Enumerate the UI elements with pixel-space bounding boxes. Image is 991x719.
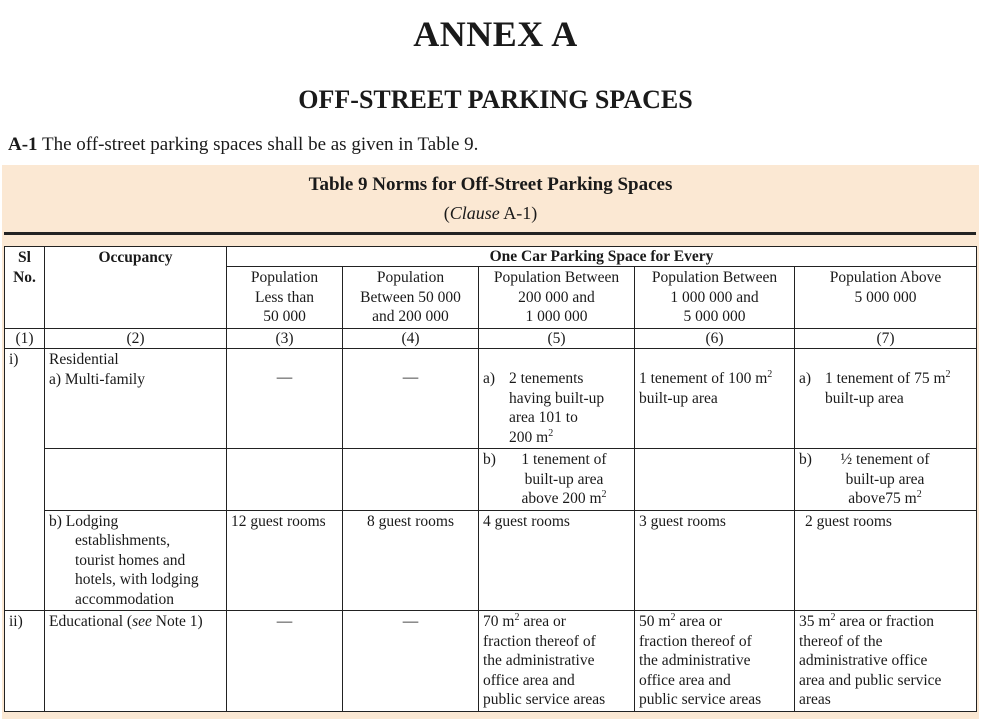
cell-line: 200 m (509, 428, 549, 446)
cell-col5 (479, 611, 635, 712)
table-row (5, 349, 977, 449)
clause-ref: A-1 (503, 203, 532, 223)
cell-line: 1 tenement of (521, 451, 607, 468)
cell-col5 (479, 449, 635, 511)
cell-line: office area and (639, 671, 731, 689)
intro-text: The off-street parking spaces shall be as given in Table 9. (41, 134, 479, 155)
occupancy-multi-family: a) Multi-family (49, 370, 145, 388)
cell-col4: 8 guest rooms (343, 510, 479, 611)
header-col6-line: 1 000 000 and (670, 288, 759, 306)
column-number-row (5, 328, 977, 349)
header-col3 (227, 267, 343, 329)
header-sl-no (5, 247, 45, 329)
header-group: One Car Parking Space for Every (227, 247, 977, 267)
table-row (5, 611, 977, 712)
cell-line: above 200 m (521, 490, 602, 507)
table-clause: (Clause A-1) (443, 203, 538, 223)
header-col3-line: 50 000 (263, 308, 306, 325)
header-col3-line: Less than (255, 288, 314, 306)
col-number: (3) (227, 328, 343, 349)
cell-line: administrative office (799, 652, 928, 669)
cell-line: 35 m (799, 613, 831, 630)
cell-line: 1 tenement of 100 m (639, 370, 768, 387)
header-col3-line: Population (250, 269, 319, 286)
header-col5-line: Population Between (493, 269, 620, 286)
cell-line: office area and (483, 671, 575, 689)
table-row (5, 449, 977, 511)
intro-paragraph (8, 133, 478, 157)
cell-col7 (795, 449, 977, 511)
dash: — (276, 613, 293, 630)
cell-col3: 12 guest rooms (227, 510, 343, 611)
cell-col3 (227, 611, 343, 712)
col-number: (1) (5, 328, 45, 349)
row-occupancy (45, 611, 227, 712)
cell-line: 1 tenement of 75 m (825, 370, 946, 387)
cell-line: above75 m (848, 490, 917, 507)
header-col6-line: 5 000 000 (683, 308, 746, 325)
cell-line: 50 m (639, 613, 671, 630)
cell-line: areas (799, 691, 831, 708)
cell-line: area and public service (799, 671, 942, 689)
dash: — (402, 613, 419, 630)
col-number: (4) (343, 328, 479, 349)
cell-line: area or fraction (835, 613, 934, 630)
dash: — (276, 369, 293, 386)
cell-line: area or (675, 613, 722, 630)
header-col7 (795, 267, 977, 329)
cell-line: 2 tenements (509, 370, 584, 387)
cell-line: hotels, with lodging (75, 571, 199, 588)
header-col5-line: 200 000 and (518, 288, 595, 306)
cell-line: built-up area (825, 389, 904, 407)
item-label: a) (483, 370, 496, 387)
cell-line: fraction thereof of (483, 632, 596, 650)
superscript: 2 (830, 611, 836, 623)
occupancy-group: Residential (49, 351, 119, 368)
parking-norms-table (4, 246, 977, 712)
cell-col4-empty (343, 449, 479, 511)
row-occupancy (45, 349, 227, 449)
item-label: a) (799, 370, 812, 387)
cell-line: ½ tenement of (840, 451, 930, 468)
header-col7-line: Population Above (829, 269, 942, 286)
cell-col6: 3 guest rooms (635, 510, 795, 611)
table-caption: Table 9 Norms for Off-Street Parking Spaces (308, 174, 673, 195)
dash: — (402, 369, 419, 386)
cell-line: 70 m (483, 613, 515, 630)
header-col6-line: Population Between (651, 269, 778, 286)
cell-line: area 101 to (509, 409, 578, 426)
occupancy-see: see (132, 613, 152, 630)
col-number: (6) (635, 328, 795, 349)
cell-line: accommodation (75, 590, 174, 608)
header-sl: Sl (18, 249, 31, 266)
cell-col3 (227, 349, 343, 449)
cell-col6 (635, 611, 795, 712)
header-occupancy: Occupancy (45, 247, 227, 329)
cell-col5 (479, 349, 635, 449)
clause-word: Clause (449, 203, 500, 223)
cell-line: built-up area (845, 470, 925, 488)
table-row (5, 510, 977, 611)
superscript: 2 (916, 488, 922, 500)
cell-col7 (795, 611, 977, 712)
cell-line: the administrative (639, 652, 751, 669)
col-number: (2) (45, 328, 227, 349)
superscript: 2 (945, 368, 951, 380)
header-no: No. (13, 268, 36, 286)
caption-rule (4, 232, 976, 235)
cell-line: built-up area (524, 470, 604, 488)
cell-line: public service areas (639, 691, 762, 708)
header-col4-line: Between 50 000 (360, 288, 461, 306)
intro-label: A-1 (8, 134, 38, 155)
item-label: b) (799, 451, 812, 468)
cell-col7: 2 guest rooms (795, 510, 977, 611)
cell-col4 (343, 349, 479, 449)
col-number: (7) (795, 328, 977, 349)
superscript: 2 (601, 488, 607, 500)
cell-line: the administrative (483, 652, 595, 669)
occupancy-note: Note 1) (151, 613, 203, 630)
cell-col3-empty (227, 449, 343, 511)
header-col5 (479, 267, 635, 329)
header-col4 (343, 267, 479, 329)
cell-col7 (795, 349, 977, 449)
row-occupancy (45, 510, 227, 611)
header-col6 (635, 267, 795, 329)
cell-col5: 4 guest rooms (479, 510, 635, 611)
cell-line: establishments, (75, 532, 171, 549)
col-number: (5) (479, 328, 635, 349)
superscript: 2 (670, 611, 676, 623)
occupancy-text: Educational ( (49, 613, 133, 630)
annex-subtitle: OFF-STREET PARKING SPACES (298, 85, 693, 114)
row-occupancy-empty (45, 449, 227, 511)
cell-line: fraction thereof of (639, 632, 752, 650)
cell-col6-empty (635, 449, 795, 511)
header-col5-line: 1 000 000 (525, 308, 588, 325)
superscript: 2 (767, 368, 773, 380)
header-col4-line: Population (376, 269, 445, 286)
cell-line: b) Lodging (49, 512, 119, 530)
header-col4-line: and 200 000 (372, 308, 449, 325)
cell-line: tourist homes and (75, 551, 186, 569)
cell-line: thereof of the (799, 632, 883, 650)
cell-col4 (343, 611, 479, 712)
annex-title: ANNEX A (413, 14, 578, 54)
superscript: 2 (514, 611, 520, 623)
cell-line: built-up area (639, 389, 718, 407)
item-label: b) (483, 451, 496, 468)
header-row-1 (5, 247, 977, 267)
cell-line: area or (519, 613, 566, 630)
header-col7-line: 5 000 000 (854, 288, 917, 306)
row-sl: ii) (5, 611, 45, 712)
superscript: 2 (548, 427, 554, 439)
cell-line: public service areas (483, 691, 606, 708)
cell-line: having built-up (509, 389, 605, 407)
cell-col6 (635, 349, 795, 449)
row-sl: i) (5, 349, 45, 611)
